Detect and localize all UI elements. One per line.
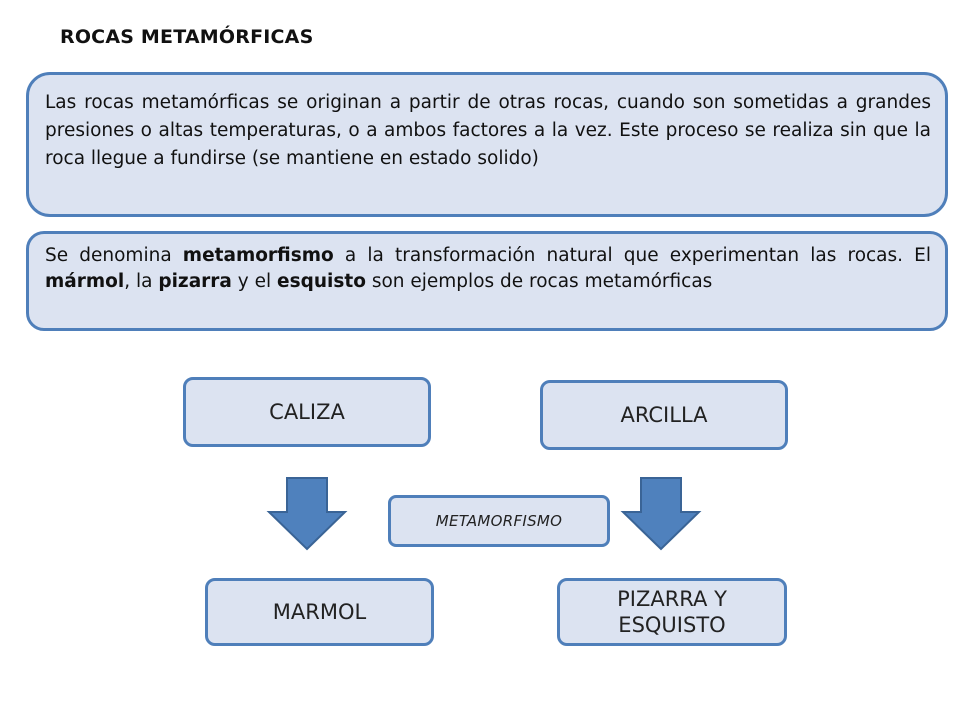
intro-text: Las rocas metamórficas se originan a partir de otras rocas, cuando son sometidas a grandes presiones o altas temperaturas, o a ambos factores a la vez. Este proceso se realiza sin que la roca llegue a fundirse (se mantiene en estado solido) bbox=[45, 92, 931, 169]
definition-text-2: a la transformación natural que experimentan las rocas. El bbox=[333, 245, 932, 266]
arrow-down-right-icon bbox=[620, 476, 702, 552]
intro-panel bbox=[26, 72, 948, 217]
definition-text-5: son ejemplos de rocas metamórficas bbox=[365, 271, 713, 292]
node-pizarra-esquisto bbox=[557, 578, 787, 646]
example-pizarra: pizarra bbox=[158, 271, 232, 292]
term-metamorfismo: metamorfismo bbox=[182, 245, 334, 266]
definition-panel bbox=[26, 231, 948, 331]
definition-text-4: y el bbox=[231, 271, 278, 292]
node-pizarra-label: PIZARRA Y ESQUISTO bbox=[617, 587, 727, 637]
definition-text-3: , la bbox=[124, 271, 159, 292]
arrow-down-left-icon bbox=[266, 476, 348, 552]
arrow-down-left-shape bbox=[269, 478, 345, 549]
definition-text-1: Se denomina bbox=[45, 245, 183, 266]
node-marmol-label: MARMOL bbox=[272, 600, 367, 624]
example-marmol: mármol bbox=[45, 271, 125, 292]
arrow-down-right-shape bbox=[623, 478, 699, 549]
node-caliza bbox=[183, 377, 431, 447]
process-metamorfismo bbox=[388, 495, 610, 547]
node-arcilla bbox=[540, 380, 788, 450]
example-esquisto: esquisto bbox=[277, 271, 366, 292]
node-arcilla-label: ARCILLA bbox=[620, 403, 708, 427]
page-title: ROCAS METAMÓRFICAS bbox=[60, 26, 314, 48]
node-caliza-label: CALIZA bbox=[269, 400, 345, 424]
node-marmol bbox=[205, 578, 434, 646]
process-label: METAMORFISMO bbox=[435, 512, 563, 530]
